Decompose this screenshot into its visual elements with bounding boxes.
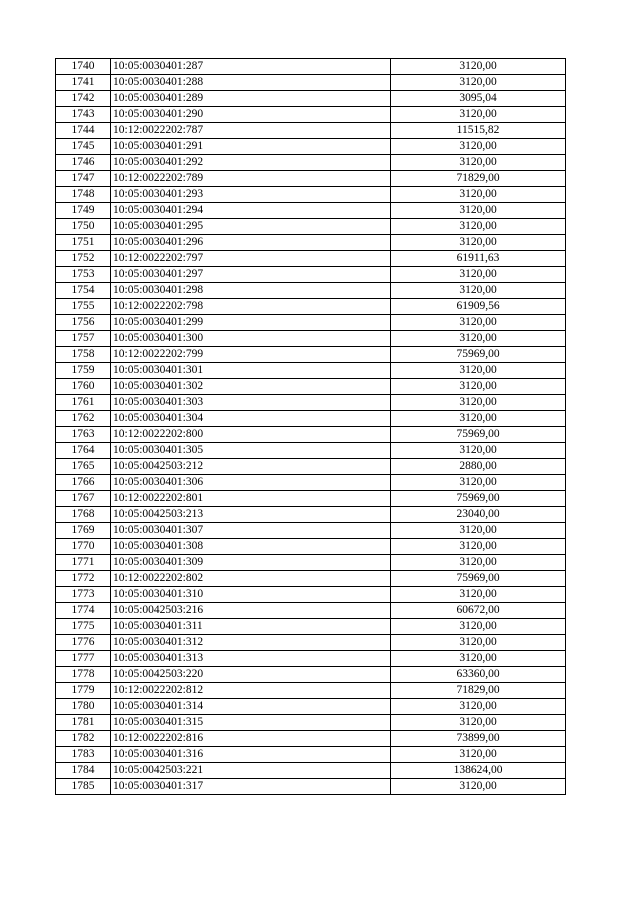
- value-cell: 3120,00: [391, 635, 566, 651]
- row-number-cell: 1768: [56, 507, 111, 523]
- value-cell: 3095,04: [391, 91, 566, 107]
- table-row: [56, 683, 566, 699]
- row-number-cell: 1753: [56, 267, 111, 283]
- table-row: [56, 523, 566, 539]
- table-row: [56, 411, 566, 427]
- row-number-cell: 1761: [56, 395, 111, 411]
- value-cell: 73899,00: [391, 731, 566, 747]
- table-row: [56, 459, 566, 475]
- cadastral-number-cell: 10:12:0022202:797: [111, 251, 391, 267]
- cadastral-number-cell: 10:05:0030401:312: [111, 635, 391, 651]
- value-cell: 2880,00: [391, 459, 566, 475]
- cadastral-number-cell: 10:05:0042503:221: [111, 763, 391, 779]
- table-row: [56, 107, 566, 123]
- table-row: [56, 763, 566, 779]
- cadastral-number-cell: 10:05:0030401:316: [111, 747, 391, 763]
- row-number-cell: 1767: [56, 491, 111, 507]
- table-body: [56, 59, 566, 795]
- cadastral-number-cell: 10:05:0030401:289: [111, 91, 391, 107]
- value-cell: 71829,00: [391, 683, 566, 699]
- table-row: [56, 235, 566, 251]
- row-number-cell: 1765: [56, 459, 111, 475]
- cadastral-number-cell: 10:12:0022202:802: [111, 571, 391, 587]
- row-number-cell: 1780: [56, 699, 111, 715]
- row-number-cell: 1771: [56, 555, 111, 571]
- row-number-cell: 1752: [56, 251, 111, 267]
- row-number-cell: 1784: [56, 763, 111, 779]
- cadastral-number-cell: 10:05:0030401:314: [111, 699, 391, 715]
- cadastral-number-cell: 10:05:0030401:288: [111, 75, 391, 91]
- cadastral-number-cell: 10:12:0022202:787: [111, 123, 391, 139]
- table-row: [56, 187, 566, 203]
- cadastral-number-cell: 10:05:0030401:313: [111, 651, 391, 667]
- row-number-cell: 1754: [56, 283, 111, 299]
- value-cell: 3120,00: [391, 59, 566, 75]
- value-cell: 61911,63: [391, 251, 566, 267]
- row-number-cell: 1760: [56, 379, 111, 395]
- row-number-cell: 1779: [56, 683, 111, 699]
- value-cell: 75969,00: [391, 427, 566, 443]
- table-row: [56, 571, 566, 587]
- value-cell: 3120,00: [391, 619, 566, 635]
- value-cell: 3120,00: [391, 283, 566, 299]
- row-number-cell: 1751: [56, 235, 111, 251]
- cadastral-number-cell: 10:05:0030401:291: [111, 139, 391, 155]
- table-row: [56, 347, 566, 363]
- cadastral-number-cell: 10:05:0042503:212: [111, 459, 391, 475]
- value-cell: 3120,00: [391, 139, 566, 155]
- cadastral-number-cell: 10:05:0030401:311: [111, 619, 391, 635]
- value-cell: 3120,00: [391, 443, 566, 459]
- value-cell: 3120,00: [391, 395, 566, 411]
- cadastral-number-cell: 10:05:0030401:304: [111, 411, 391, 427]
- cadastral-number-cell: 10:12:0022202:799: [111, 347, 391, 363]
- row-number-cell: 1775: [56, 619, 111, 635]
- value-cell: 3120,00: [391, 651, 566, 667]
- value-cell: 3120,00: [391, 587, 566, 603]
- table-row: [56, 123, 566, 139]
- row-number-cell: 1759: [56, 363, 111, 379]
- cadastral-number-cell: 10:05:0030401:309: [111, 555, 391, 571]
- row-number-cell: 1740: [56, 59, 111, 75]
- table-row: [56, 203, 566, 219]
- cadastral-number-cell: 10:12:0022202:798: [111, 299, 391, 315]
- row-number-cell: 1769: [56, 523, 111, 539]
- value-cell: 3120,00: [391, 555, 566, 571]
- table-row: [56, 731, 566, 747]
- cadastral-number-cell: 10:05:0030401:287: [111, 59, 391, 75]
- row-number-cell: 1749: [56, 203, 111, 219]
- table-row: [56, 251, 566, 267]
- row-number-cell: 1757: [56, 331, 111, 347]
- value-cell: 3120,00: [391, 363, 566, 379]
- cadastral-number-cell: 10:12:0022202:800: [111, 427, 391, 443]
- table-row: [56, 747, 566, 763]
- cadastral-number-cell: 10:05:0030401:301: [111, 363, 391, 379]
- row-number-cell: 1747: [56, 171, 111, 187]
- table-row: [56, 395, 566, 411]
- row-number-cell: 1748: [56, 187, 111, 203]
- table-row: [56, 219, 566, 235]
- row-number-cell: 1781: [56, 715, 111, 731]
- value-cell: 3120,00: [391, 219, 566, 235]
- table-row: [56, 619, 566, 635]
- value-cell: 3120,00: [391, 187, 566, 203]
- row-number-cell: 1758: [56, 347, 111, 363]
- cadastral-number-cell: 10:05:0042503:220: [111, 667, 391, 683]
- table-row: [56, 715, 566, 731]
- cadastral-number-cell: 10:05:0030401:306: [111, 475, 391, 491]
- value-cell: 61909,56: [391, 299, 566, 315]
- value-cell: 3120,00: [391, 155, 566, 171]
- row-number-cell: 1755: [56, 299, 111, 315]
- cadastral-number-cell: 10:05:0030401:305: [111, 443, 391, 459]
- table-row: [56, 699, 566, 715]
- cadastral-number-cell: 10:05:0030401:317: [111, 779, 391, 795]
- value-cell: 3120,00: [391, 475, 566, 491]
- cadastral-value-table: [55, 58, 566, 795]
- value-cell: 3120,00: [391, 747, 566, 763]
- cadastral-number-cell: 10:05:0030401:297: [111, 267, 391, 283]
- cadastral-number-cell: 10:12:0022202:816: [111, 731, 391, 747]
- row-number-cell: 1744: [56, 123, 111, 139]
- table-row: [56, 139, 566, 155]
- row-number-cell: 1764: [56, 443, 111, 459]
- table-row: [56, 91, 566, 107]
- table-row: [56, 491, 566, 507]
- table-row: [56, 667, 566, 683]
- cadastral-number-cell: 10:05:0030401:307: [111, 523, 391, 539]
- value-cell: 3120,00: [391, 715, 566, 731]
- cadastral-number-cell: 10:05:0030401:290: [111, 107, 391, 123]
- table-row: [56, 507, 566, 523]
- value-cell: 23040,00: [391, 507, 566, 523]
- value-cell: 3120,00: [391, 315, 566, 331]
- value-cell: 3120,00: [391, 379, 566, 395]
- cadastral-number-cell: 10:05:0030401:296: [111, 235, 391, 251]
- table-row: [56, 299, 566, 315]
- row-number-cell: 1741: [56, 75, 111, 91]
- value-cell: 3120,00: [391, 75, 566, 91]
- table-row: [56, 267, 566, 283]
- table-row: [56, 635, 566, 651]
- cadastral-number-cell: 10:05:0030401:310: [111, 587, 391, 603]
- cadastral-number-cell: 10:05:0030401:300: [111, 331, 391, 347]
- cadastral-number-cell: 10:12:0022202:812: [111, 683, 391, 699]
- table-row: [56, 363, 566, 379]
- value-cell: 11515,82: [391, 123, 566, 139]
- row-number-cell: 1770: [56, 539, 111, 555]
- cadastral-number-cell: 10:05:0030401:292: [111, 155, 391, 171]
- value-cell: 3120,00: [391, 235, 566, 251]
- table-row: [56, 475, 566, 491]
- cadastral-number-cell: 10:05:0042503:213: [111, 507, 391, 523]
- row-number-cell: 1766: [56, 475, 111, 491]
- value-cell: 75969,00: [391, 347, 566, 363]
- row-number-cell: 1776: [56, 635, 111, 651]
- row-number-cell: 1750: [56, 219, 111, 235]
- table-row: [56, 651, 566, 667]
- value-cell: 60672,00: [391, 603, 566, 619]
- row-number-cell: 1756: [56, 315, 111, 331]
- value-cell: 3120,00: [391, 523, 566, 539]
- table-row: [56, 427, 566, 443]
- row-number-cell: 1782: [56, 731, 111, 747]
- cadastral-number-cell: 10:05:0030401:299: [111, 315, 391, 331]
- cadastral-number-cell: 10:05:0030401:315: [111, 715, 391, 731]
- value-cell: 75969,00: [391, 491, 566, 507]
- table-row: [56, 587, 566, 603]
- row-number-cell: 1745: [56, 139, 111, 155]
- row-number-cell: 1785: [56, 779, 111, 795]
- row-number-cell: 1772: [56, 571, 111, 587]
- value-cell: 3120,00: [391, 107, 566, 123]
- cadastral-number-cell: 10:05:0030401:308: [111, 539, 391, 555]
- row-number-cell: 1778: [56, 667, 111, 683]
- value-cell: 3120,00: [391, 779, 566, 795]
- value-cell: 3120,00: [391, 203, 566, 219]
- value-cell: 63360,00: [391, 667, 566, 683]
- cadastral-number-cell: 10:05:0030401:303: [111, 395, 391, 411]
- cadastral-number-cell: 10:05:0030401:295: [111, 219, 391, 235]
- value-cell: 3120,00: [391, 411, 566, 427]
- table-row: [56, 171, 566, 187]
- table-row: [56, 331, 566, 347]
- row-number-cell: 1742: [56, 91, 111, 107]
- cadastral-number-cell: 10:05:0042503:216: [111, 603, 391, 619]
- row-number-cell: 1773: [56, 587, 111, 603]
- table-row: [56, 59, 566, 75]
- cadastral-number-cell: 10:12:0022202:789: [111, 171, 391, 187]
- table-row: [56, 539, 566, 555]
- cadastral-number-cell: 10:12:0022202:801: [111, 491, 391, 507]
- table-row: [56, 315, 566, 331]
- table-row: [56, 779, 566, 795]
- value-cell: 71829,00: [391, 171, 566, 187]
- value-cell: 3120,00: [391, 539, 566, 555]
- row-number-cell: 1743: [56, 107, 111, 123]
- table-row: [56, 155, 566, 171]
- row-number-cell: 1774: [56, 603, 111, 619]
- value-cell: 3120,00: [391, 699, 566, 715]
- row-number-cell: 1777: [56, 651, 111, 667]
- table-row: [56, 75, 566, 91]
- cadastral-number-cell: 10:05:0030401:302: [111, 379, 391, 395]
- value-cell: 75969,00: [391, 571, 566, 587]
- table-row: [56, 555, 566, 571]
- row-number-cell: 1783: [56, 747, 111, 763]
- row-number-cell: 1746: [56, 155, 111, 171]
- row-number-cell: 1763: [56, 427, 111, 443]
- row-number-cell: 1762: [56, 411, 111, 427]
- value-cell: 3120,00: [391, 331, 566, 347]
- value-cell: 138624,00: [391, 763, 566, 779]
- value-cell: 3120,00: [391, 267, 566, 283]
- cadastral-number-cell: 10:05:0030401:298: [111, 283, 391, 299]
- table-row: [56, 603, 566, 619]
- cadastral-number-cell: 10:05:0030401:294: [111, 203, 391, 219]
- table-row: [56, 443, 566, 459]
- cadastral-number-cell: 10:05:0030401:293: [111, 187, 391, 203]
- table-row: [56, 379, 566, 395]
- table-row: [56, 283, 566, 299]
